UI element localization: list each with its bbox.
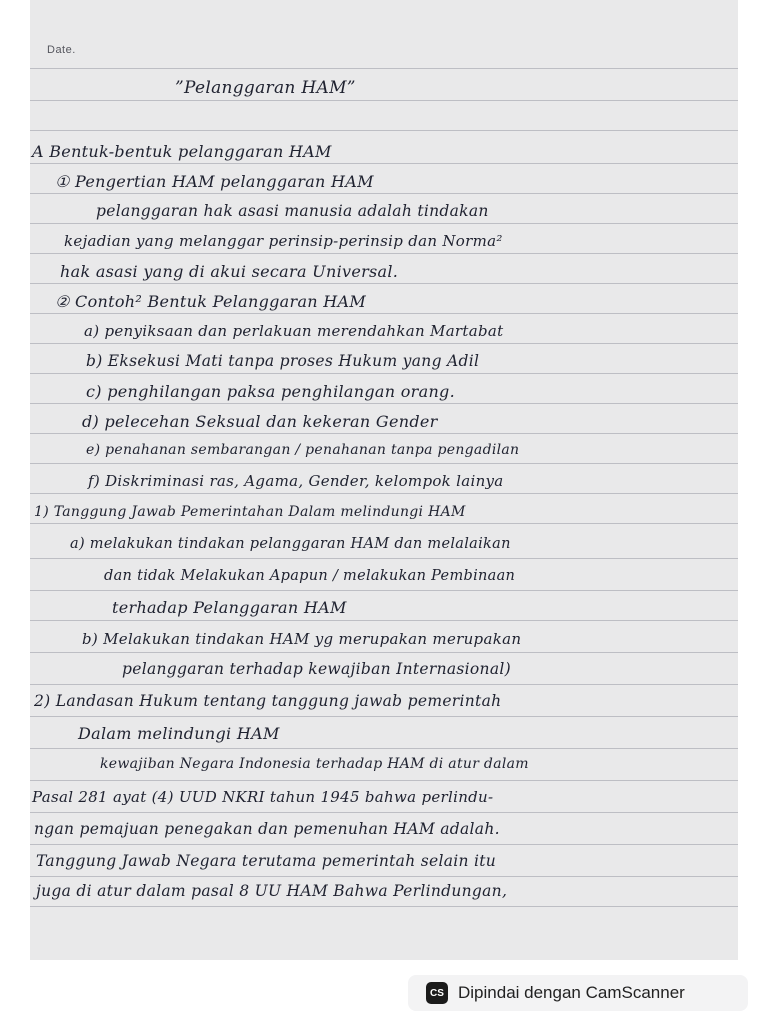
ruled-line bbox=[30, 590, 738, 591]
ruled-line bbox=[30, 876, 738, 877]
note-title: ”Pelanggaran HAM” bbox=[175, 78, 356, 98]
ruled-line bbox=[30, 313, 738, 314]
ruled-line bbox=[30, 463, 738, 464]
ruled-line bbox=[30, 652, 738, 653]
ruled-line bbox=[30, 748, 738, 749]
note-line: c) penghilangan paksa penghilangan orang. bbox=[86, 382, 455, 401]
ruled-line bbox=[30, 68, 738, 69]
ruled-line bbox=[30, 163, 738, 164]
ruled-line bbox=[30, 716, 738, 717]
note-line: A Bentuk-bentuk pelanggaran HAM bbox=[32, 142, 332, 161]
watermark-text: Dipindai dengan CamScanner bbox=[458, 983, 685, 1002]
ruled-line bbox=[30, 780, 738, 781]
ruled-line bbox=[30, 130, 738, 131]
ruled-line bbox=[30, 620, 738, 621]
ruled-line bbox=[30, 493, 738, 494]
notebook-page bbox=[30, 0, 738, 960]
note-line: juga di atur dalam pasal 8 UU HAM Bahwa Perlindungan, bbox=[36, 882, 508, 900]
note-line: kejadian yang melanggar perinsip-perinsip dan Norma² bbox=[64, 232, 503, 250]
note-line: Tanggung Jawab Negara terutama pemerintah selain itu bbox=[36, 852, 497, 870]
note-line: a) penyiksaan dan perlakuan merendahkan Martabat bbox=[84, 322, 504, 340]
note-line: b) Eksekusi Mati tanpa proses Hukum yang Adil bbox=[86, 352, 480, 370]
note-line: kewajiban Negara Indonesia terhadap HAM di atur dalam bbox=[100, 756, 529, 772]
ruled-line bbox=[30, 558, 738, 559]
ruled-line bbox=[30, 812, 738, 813]
ruled-line bbox=[30, 906, 738, 907]
note-line: Pasal 281 ayat (4) UUD NKRI tahun 1945 bahwa perlindu- bbox=[32, 788, 494, 806]
note-line: a) melakukan tindakan pelanggaran HAM dan melalaikan bbox=[70, 536, 511, 552]
ruled-line bbox=[30, 100, 738, 101]
ruled-line bbox=[30, 684, 738, 685]
note-line: f) Diskriminasi ras, Agama, Gender, kelompok lainya bbox=[88, 472, 504, 490]
note-line: ngan pemajuan penegakan dan pemenuhan HAM adalah. bbox=[34, 820, 500, 838]
note-line: 1) Tanggung Jawab Pemerintahan Dalam melindungi HAM bbox=[34, 504, 466, 520]
ruled-line bbox=[30, 433, 738, 434]
note-line: pelanggaran terhadap kewajiban Internasional) bbox=[122, 660, 511, 678]
camscanner-logo-icon: CS bbox=[426, 982, 448, 1004]
note-line: e) penahanan sembarangan / penahanan tanpa pengadilan bbox=[86, 442, 520, 458]
note-line: b) Melakukan tindakan HAM yg merupakan merupakan bbox=[82, 630, 522, 648]
note-line: d) pelecehan Seksual dan kekeran Gender bbox=[82, 412, 438, 431]
note-line: 2) Landasan Hukum tentang tanggung jawab pemerintah bbox=[34, 692, 502, 710]
date-label: Date. bbox=[47, 44, 76, 56]
ruled-line bbox=[30, 523, 738, 524]
camscanner-watermark bbox=[408, 975, 748, 1011]
ruled-line bbox=[30, 373, 738, 374]
ruled-line bbox=[30, 253, 738, 254]
ruled-line bbox=[30, 844, 738, 845]
note-line: ① Pengertian HAM pelanggaran HAM bbox=[55, 172, 374, 191]
note-line: ② Contoh² Bentuk Pelanggaran HAM bbox=[55, 292, 367, 311]
ruled-line bbox=[30, 223, 738, 224]
note-line: hak asasi yang di akui secara Universal. bbox=[60, 262, 399, 281]
note-line: Dalam melindungi HAM bbox=[78, 724, 280, 743]
ruled-line bbox=[30, 283, 738, 284]
ruled-line bbox=[30, 193, 738, 194]
ruled-line bbox=[30, 343, 738, 344]
ruled-line bbox=[30, 403, 738, 404]
note-line: dan tidak Melakukan Apapun / melakukan Pembinaan bbox=[104, 568, 516, 584]
note-line: terhadap Pelanggaran HAM bbox=[112, 598, 347, 617]
note-line: pelanggaran hak asasi manusia adalah tindakan bbox=[96, 202, 489, 220]
